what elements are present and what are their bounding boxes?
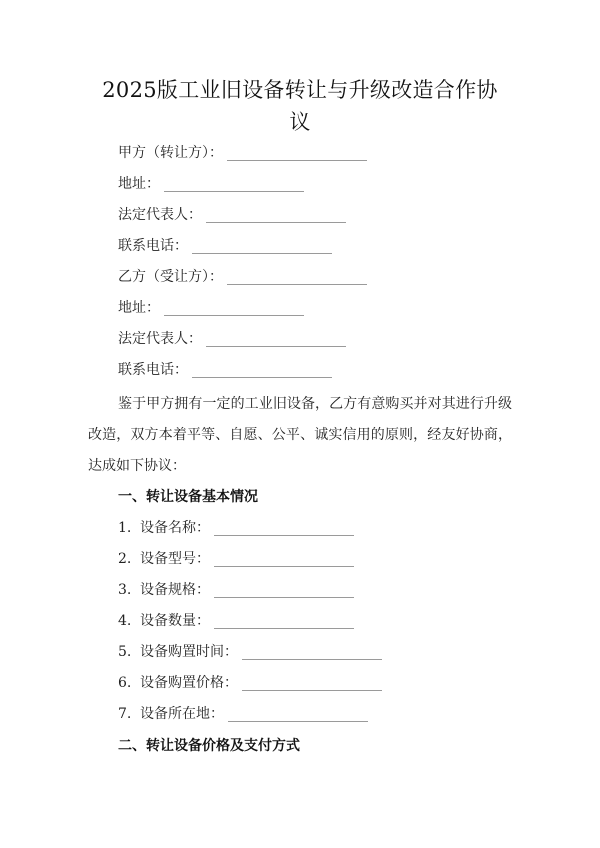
- party-b-phone-blank[interactable]: [192, 377, 332, 378]
- document-title-line2: 议: [289, 110, 311, 134]
- party-b-legal-rep-blank[interactable]: [206, 346, 346, 347]
- equipment-location-row: [118, 704, 368, 724]
- equipment-quantity-row: [118, 611, 354, 631]
- equipment-name-blank[interactable]: [214, 535, 354, 536]
- equipment-quantity-label: 设备数量：: [140, 613, 210, 629]
- item-number: 7.: [118, 706, 132, 722]
- party-b-row: [118, 267, 367, 287]
- equipment-location-label: 设备所在地：: [140, 706, 224, 722]
- equipment-model-row: [118, 549, 354, 569]
- preamble-paragraph: 鉴于甲方拥有一定的工业旧设备，乙方有意购买并对其进行升级改造，双方本着平等、自愿、公平、诚实信用的原则，经友好协商，达成如下协议：: [88, 396, 512, 474]
- party-b-address-blank[interactable]: [164, 315, 304, 316]
- party-a-legal-rep-row: [118, 205, 346, 225]
- equipment-name-row: [118, 518, 354, 538]
- party-b-label: 乙方（受让方）：: [118, 269, 223, 285]
- document-title-line1: 2025版工业旧设备转让与升级改造合作协: [102, 78, 498, 102]
- equipment-location-blank[interactable]: [228, 721, 368, 722]
- party-b-phone-label: 联系电话：: [118, 362, 188, 378]
- party-a-blank[interactable]: [227, 160, 367, 161]
- item-number: 5.: [118, 644, 132, 660]
- purchase-price-row: [118, 673, 382, 693]
- equipment-spec-label: 设备规格：: [140, 582, 210, 598]
- party-a-address-row: [118, 174, 304, 194]
- equipment-model-label: 设备型号：: [140, 551, 210, 567]
- party-b-legal-rep-label: 法定代表人：: [118, 331, 202, 347]
- equipment-spec-blank[interactable]: [214, 597, 354, 598]
- equipment-spec-row: [118, 580, 354, 600]
- section2-heading: 二、转让设备价格及支付方式: [118, 738, 300, 754]
- purchase-date-label: 设备购置时间：: [140, 644, 238, 660]
- party-b-legal-rep-row: [118, 329, 346, 349]
- party-b-blank[interactable]: [227, 284, 367, 285]
- party-a-row: [118, 143, 367, 163]
- party-a-address-label: 地址：: [118, 176, 160, 192]
- section1-heading: 一、转让设备基本情况: [118, 489, 258, 505]
- purchase-date-row: [118, 642, 382, 662]
- equipment-name-label: 设备名称：: [140, 520, 210, 536]
- party-a-phone-row: [118, 236, 332, 256]
- party-a-label: 甲方（转让方）：: [118, 145, 223, 161]
- purchase-price-label: 设备购置价格：: [140, 675, 238, 691]
- party-b-address-label: 地址：: [118, 300, 160, 316]
- item-number: 1.: [118, 520, 132, 536]
- item-number: 6.: [118, 675, 132, 691]
- party-b-phone-row: [118, 360, 332, 380]
- item-number: 2.: [118, 551, 132, 567]
- party-a-address-blank[interactable]: [164, 191, 304, 192]
- item-number: 3.: [118, 582, 132, 598]
- equipment-model-blank[interactable]: [214, 566, 354, 567]
- equipment-quantity-blank[interactable]: [214, 628, 354, 629]
- purchase-date-blank[interactable]: [242, 659, 382, 660]
- party-a-legal-rep-label: 法定代表人：: [118, 207, 202, 223]
- purchase-price-blank[interactable]: [242, 690, 382, 691]
- item-number: 4.: [118, 613, 132, 629]
- party-b-address-row: [118, 298, 304, 318]
- party-a-phone-label: 联系电话：: [118, 238, 188, 254]
- party-a-legal-rep-blank[interactable]: [206, 222, 346, 223]
- party-a-phone-blank[interactable]: [192, 253, 332, 254]
